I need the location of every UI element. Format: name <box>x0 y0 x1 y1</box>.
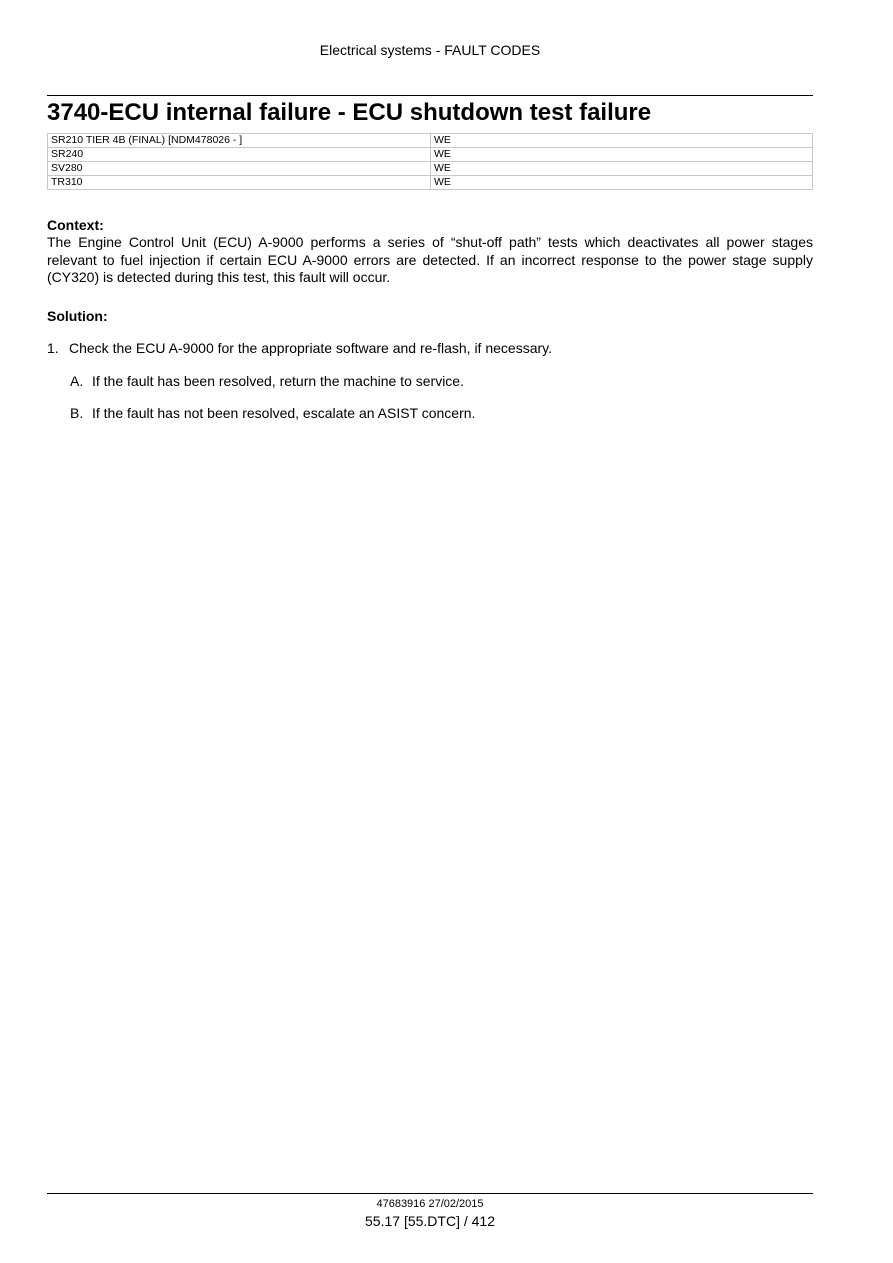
table-row <box>48 134 813 148</box>
step-number: 1. <box>47 340 59 356</box>
running-header: Electrical systems - FAULT CODES <box>319 42 541 58</box>
region-cell: WE <box>431 162 813 176</box>
table-row <box>48 162 813 176</box>
region-cell: WE <box>431 148 813 162</box>
models-table <box>47 133 813 190</box>
page-title: 3740-ECU internal failure - ECU shutdown test failure <box>47 99 652 126</box>
region-cell: WE <box>431 134 813 148</box>
table-row <box>48 176 813 190</box>
model-cell: SR210 TIER 4B (FINAL) [NDM478026 - ] <box>48 134 431 148</box>
footer-page-ref: 55.17 [55.DTC] / 412 <box>365 1213 495 1229</box>
footer-doc-id: 47683916 27/02/2015 <box>376 1198 484 1210</box>
context-line: relevant to fuel injection if certain ECU A-9000 errors are detected. If an incorrect response to the power stage supply <box>47 251 813 268</box>
table-row <box>48 148 813 162</box>
substep-letter: B. <box>70 405 84 421</box>
model-cell: TR310 <box>48 176 431 190</box>
region-cell: WE <box>431 176 813 190</box>
solution-substep <box>70 405 475 421</box>
solution-heading: Solution: <box>47 308 108 324</box>
context-line: The Engine Control Unit (ECU) A-9000 performs a series of “shut-off path” tests which deactivates all power stages <box>47 234 813 250</box>
substep-text: If the fault has been resolved, return the machine to service. <box>92 373 464 389</box>
substep-text: If the fault has not been resolved, escalate an ASIST concern. <box>92 405 476 421</box>
solution-step <box>47 340 552 356</box>
model-cell: SV280 <box>48 162 431 176</box>
substep-letter: A. <box>70 373 84 389</box>
context-paragraph <box>47 234 813 287</box>
context-heading: Context: <box>47 217 104 233</box>
model-cell: SR240 <box>48 148 431 162</box>
step-text: Check the ECU A-9000 for the appropriate software and re-flash, if necessary. <box>69 340 552 356</box>
context-line: (CY320) is detected during this test, this fault will occur. <box>47 269 391 285</box>
title-rule <box>47 95 813 96</box>
solution-substep <box>70 373 464 389</box>
footer-rule <box>47 1193 813 1194</box>
